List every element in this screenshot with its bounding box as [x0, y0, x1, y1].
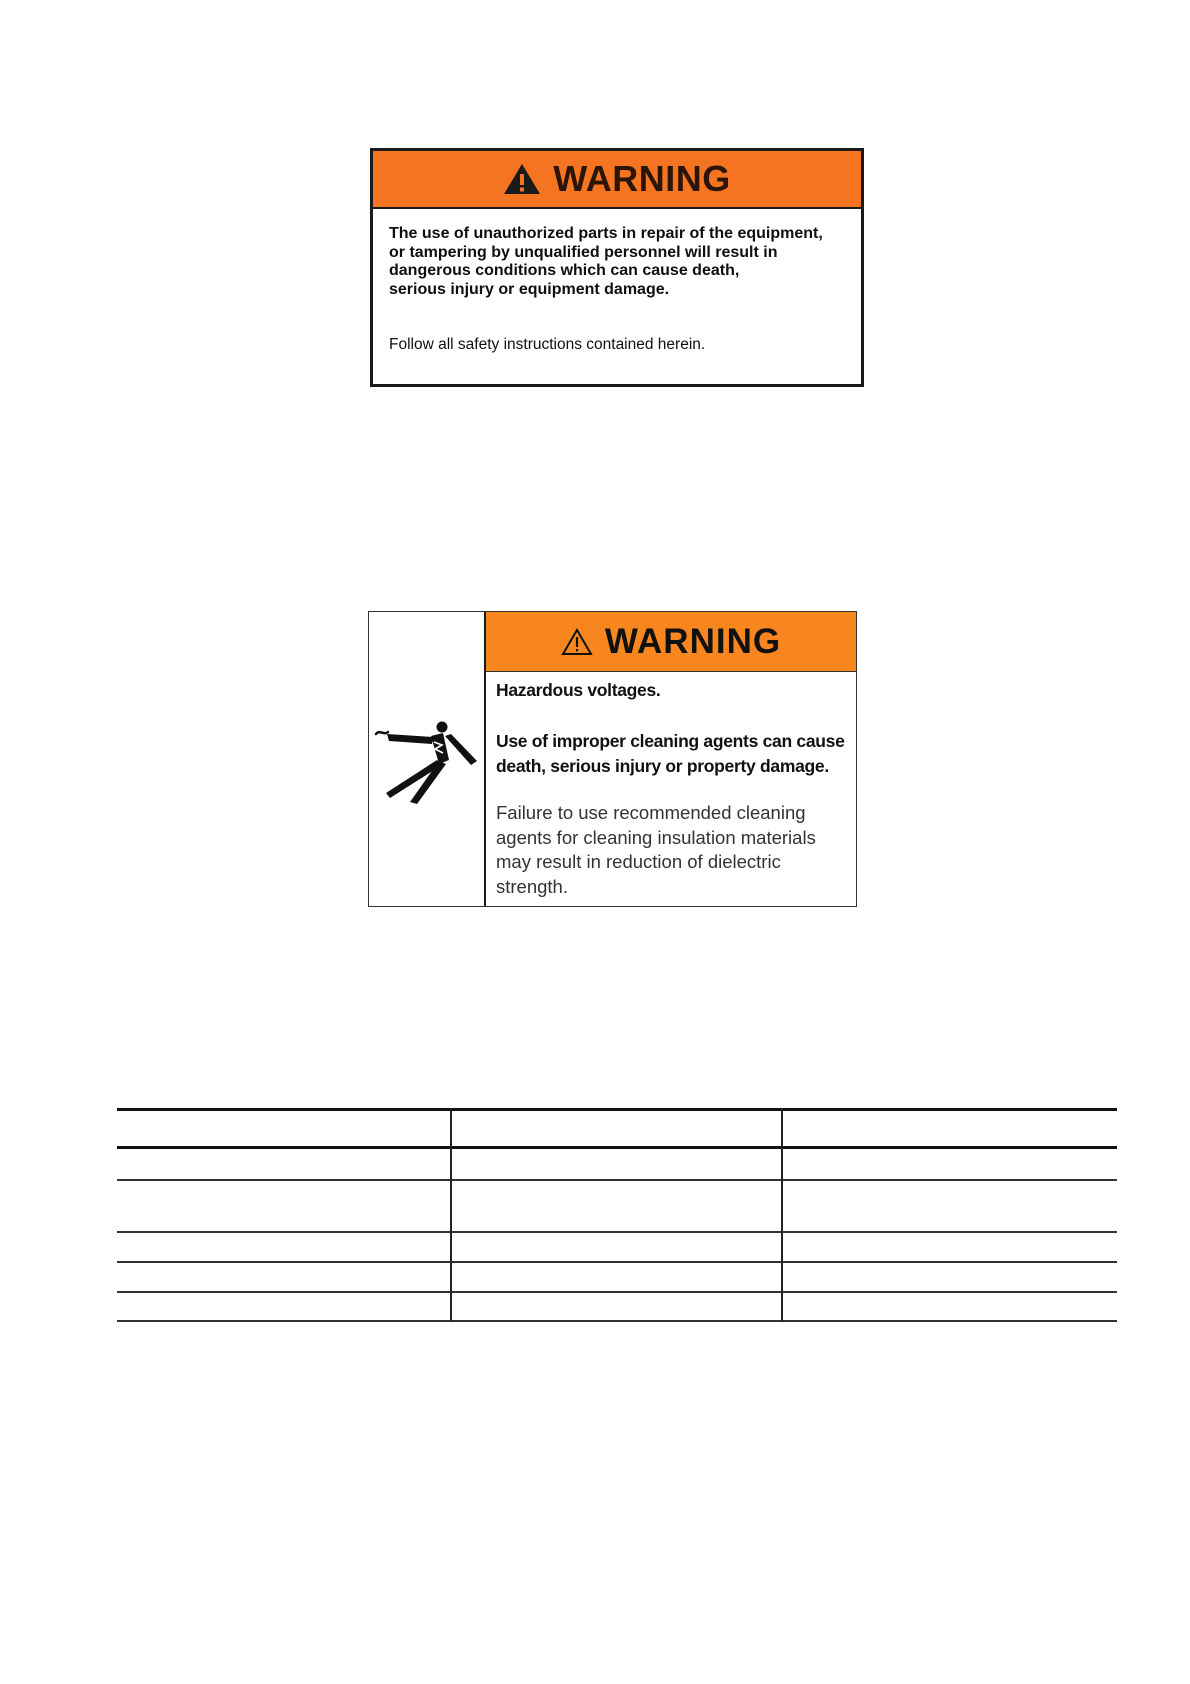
- table-column-divider: [450, 1108, 452, 1322]
- hazard-detail: [496, 801, 856, 899]
- hazard-heading: Hazardous voltages.: [496, 680, 661, 700]
- table-column-divider: [781, 1108, 783, 1322]
- table-row-rule: [117, 1261, 1117, 1263]
- warning-box-hazardous-voltages: [368, 611, 857, 907]
- table-row-rule: [117, 1291, 1117, 1293]
- warning-safety-note: Follow all safety instructions contained herein.: [389, 336, 706, 353]
- warning-body-line: serious injury or equipment damage.: [389, 280, 670, 298]
- warning-box-unauthorized-parts: [370, 148, 864, 387]
- warning-body-line: dangerous conditions which can cause death,: [389, 262, 740, 280]
- hazard-icon-panel: [369, 612, 486, 906]
- warning-body-line: The use of unauthorized parts in repair of the equipment,: [389, 225, 823, 242]
- hazard-consequence-line: Use of improper cleaning agents can cause: [496, 731, 845, 751]
- hazard-detail-line: strength.: [496, 875, 568, 897]
- warning-triangle-outline-icon: [561, 628, 593, 656]
- hazard-detail-line: may result in reduction of dielectric: [496, 851, 781, 872]
- hazard-consequence-line: death, serious injury or property damage.: [496, 755, 829, 776]
- table-row-rule: [117, 1179, 1117, 1181]
- electrical-shock-hazard-icon: [373, 716, 481, 812]
- warning-banner: [373, 151, 861, 209]
- hazard-detail-line: agents for cleaning insulation materials: [496, 826, 816, 848]
- warning-body-line: or tampering by unqualified personnel will result in: [389, 243, 778, 261]
- table-top-rule: [117, 1108, 1117, 1111]
- table-bottom-rule: [117, 1320, 1117, 1322]
- hazard-detail-line: Failure to use recommended cleaning: [496, 802, 806, 823]
- hazard-consequence: [496, 729, 856, 778]
- warning-title: WARNING: [604, 621, 782, 661]
- warning-banner: [486, 612, 856, 672]
- warning-text-block: [496, 680, 856, 899]
- empty-table: [117, 1108, 1117, 1320]
- table-row-rule: [117, 1231, 1117, 1233]
- table-header-rule: [117, 1146, 1117, 1149]
- warning-title: WARNING: [553, 158, 731, 199]
- warning-body-text: [389, 225, 849, 299]
- warning-triangle-icon: [503, 163, 541, 195]
